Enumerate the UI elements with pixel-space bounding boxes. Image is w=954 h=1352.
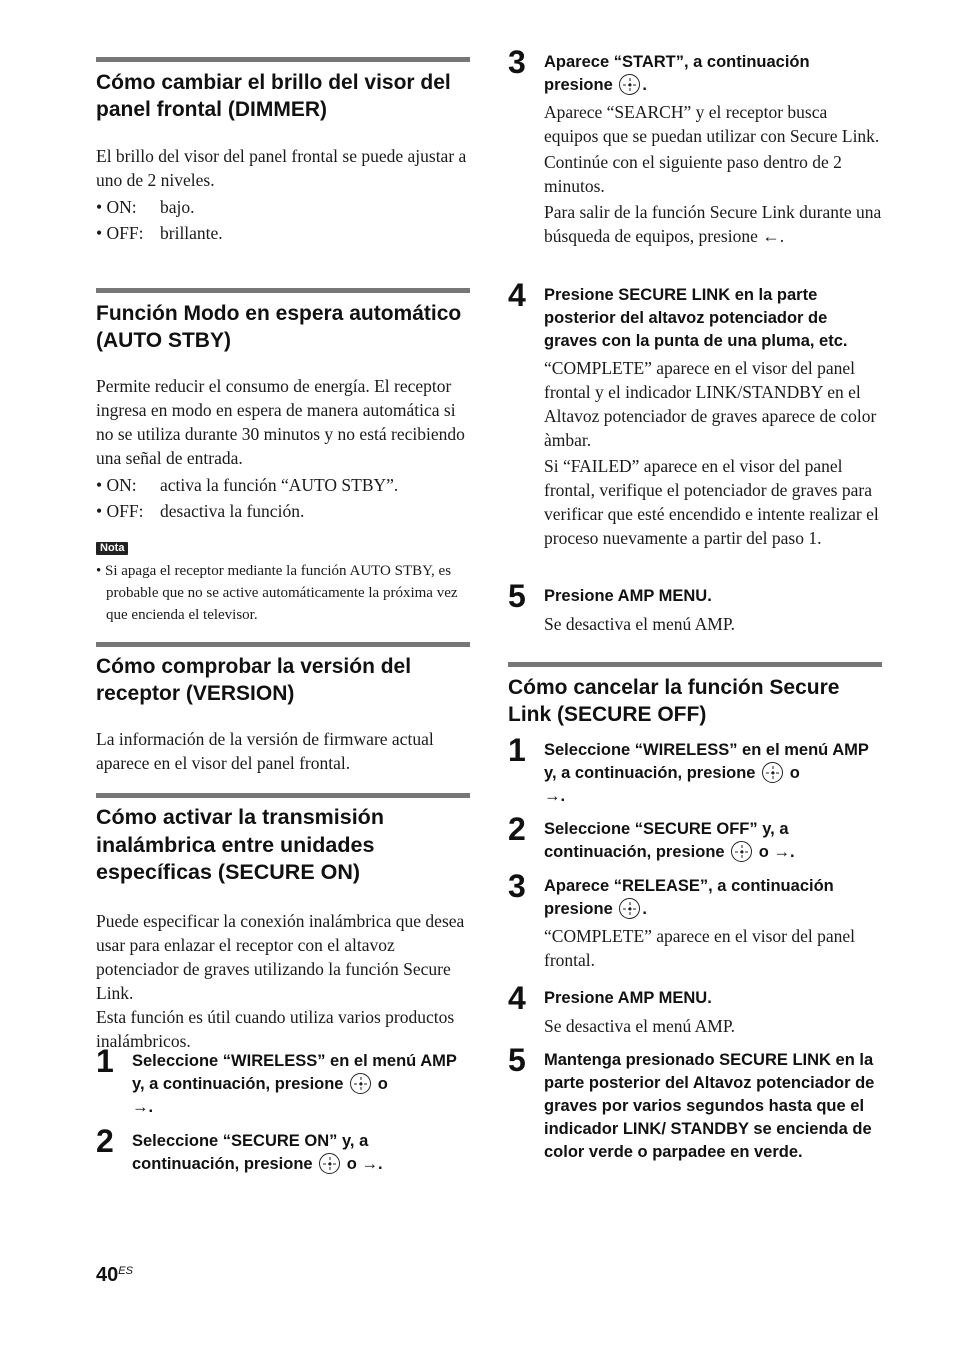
step-instruction: Seleccione “SECURE OFF” y, a continuación, presione o →. [544, 820, 795, 861]
bullet-item: • ON: activa la función “AUTO STBY”. [96, 475, 399, 495]
secure-on-step-2 [96, 1123, 470, 1176]
section-rule [96, 288, 470, 293]
dimmer-section [96, 57, 470, 246]
enter-button-icon [619, 898, 640, 919]
secure-off-step-2 [508, 811, 882, 864]
secure-on-step-1 [96, 1043, 470, 1119]
section-rule [96, 793, 470, 798]
enter-button-icon [762, 762, 783, 783]
step-number: 2 [508, 811, 526, 847]
step-body: Se desactiva el menú AMP. [544, 1016, 736, 1036]
secure-off-step-3 [508, 868, 882, 974]
language-code: ES [118, 1265, 133, 1277]
step-number: 5 [508, 1042, 526, 1078]
secure-on-body-2: Esta función es útil cuando utiliza varios productos inalámbricos. [96, 1006, 455, 1051]
secure-off-step-4 [508, 980, 882, 1040]
secure-off-step-5 [508, 1042, 882, 1164]
section-rule [508, 662, 882, 667]
note-text: • Si apaga el receptor mediante la función AUTO STBY, es probable que no se active automáticamente la próxima vez que encienda el televisor. [96, 563, 458, 623]
secure-off-step-1 [508, 732, 882, 808]
step-body: “COMPLETE” aparece en el visor del panel frontal y el indicador LINK/STANDBY en el Altavoz potenciador de graves aparece de color àmbar. Si “FAILED” aparece en el visor del panel frontal, verifique el potenciador de graves para verificar que esté encendido e intente realizar el proceso nuevamente a partir del paso 1. [544, 358, 879, 548]
dimmer-heading: Cómo cambiar el brillo del visor del panel frontal (DIMMER) [96, 71, 451, 121]
secure-on-body: Puede especificar la conexión inalámbrica que desea usar para enlazar el receptor con el altavoz potenciador de graves utilizando la función Secure Link. [96, 910, 465, 1003]
section-rule [96, 57, 470, 62]
auto-stby-section [96, 288, 470, 626]
step-number: 1 [96, 1043, 114, 1079]
step-instruction: Presione AMP MENU. [544, 587, 712, 605]
step-instruction: Seleccione “WIRELESS” en el menú AMP y, a continuación, presione o →. [544, 741, 869, 805]
enter-button-icon [350, 1073, 371, 1094]
step-instruction: Seleccione “WIRELESS” en el menú AMP y, a continuación, presione o →. [132, 1052, 457, 1116]
secure-on-step-4 [508, 277, 882, 552]
step-number: 4 [508, 277, 526, 313]
enter-button-icon [619, 74, 640, 95]
step-number: 2 [96, 1123, 114, 1159]
bullet-item: • OFF: brillante. [96, 223, 223, 243]
step-instruction: Presione AMP MENU. [544, 989, 712, 1007]
version-body: La información de la versión de firmware actual aparece en el visor del panel frontal. [96, 729, 434, 773]
step-number: 3 [508, 44, 526, 80]
step-instruction: Seleccione “SECURE ON” y, a continuación, presione o →. [132, 1132, 383, 1173]
secure-on-heading: Cómo activar la transmisión inalámbrica entre unidades específicas (SECURE ON) [96, 805, 384, 884]
bullet-item: • ON: bajo. [96, 197, 195, 217]
step-number: 3 [508, 868, 526, 904]
step-instruction: Aparece “RELEASE”, a continuación presione . [544, 877, 834, 918]
step-body: Aparece “SEARCH” y el receptor busca equipos que se puedan utilizar con Secure Link. Continúe con el siguiente paso dentro de 2 minutos. Para salir de la función Secure Link durante una búsqueda de equipos, presione ←. [544, 102, 882, 246]
secure-on-section [96, 793, 470, 1053]
step-number: 4 [508, 980, 526, 1016]
secure-on-step-5 [508, 578, 882, 638]
bullet-item: • OFF: desactiva la función. [96, 501, 305, 521]
section-rule [96, 642, 470, 647]
auto-stby-heading: Función Modo en espera automático (AUTO STBY) [96, 302, 462, 352]
step-instruction: Presione SECURE LINK en la parte posterior del altavoz potenciador de graves con la punta de una pluma, etc. [544, 286, 848, 350]
secure-off-section [508, 662, 882, 728]
auto-stby-body: Permite reducir el consumo de energía. El receptor ingresa en modo en espera de manera automática si no se utiliza durante 30 minutos y no está recibiendo una señal de entrada. [96, 376, 465, 468]
version-heading: Cómo comprobar la versión del receptor (VERSION) [96, 655, 412, 705]
enter-button-icon [319, 1153, 340, 1174]
secure-on-step-3 [508, 44, 882, 250]
step-number: 5 [508, 578, 526, 614]
secure-off-heading: Cómo cancelar la función Secure Link (SECURE OFF) [508, 676, 840, 726]
dimmer-body: El brillo del visor del panel frontal se puede ajustar a uno de 2 niveles. [96, 146, 467, 190]
step-body: Se desactiva el menú AMP. [544, 614, 736, 634]
enter-button-icon [731, 841, 752, 862]
step-instruction: Aparece “START”, a continuación presione . [544, 53, 810, 94]
note-block [96, 538, 470, 626]
step-number: 1 [508, 732, 526, 768]
page-number: $40^{ES}$ [96, 1264, 133, 1286]
note-label: Nota [96, 542, 128, 555]
step-body: “COMPLETE” aparece en el visor del panel frontal. [544, 926, 855, 970]
version-section [96, 642, 470, 775]
step-instruction: Mantenga presionado SECURE LINK en la parte posterior del Altavoz potenciador de graves por varios segundos hasta que el indicador LINK/ STANDBY se encienda de color verde o parpadee en verde. [544, 1051, 875, 1161]
